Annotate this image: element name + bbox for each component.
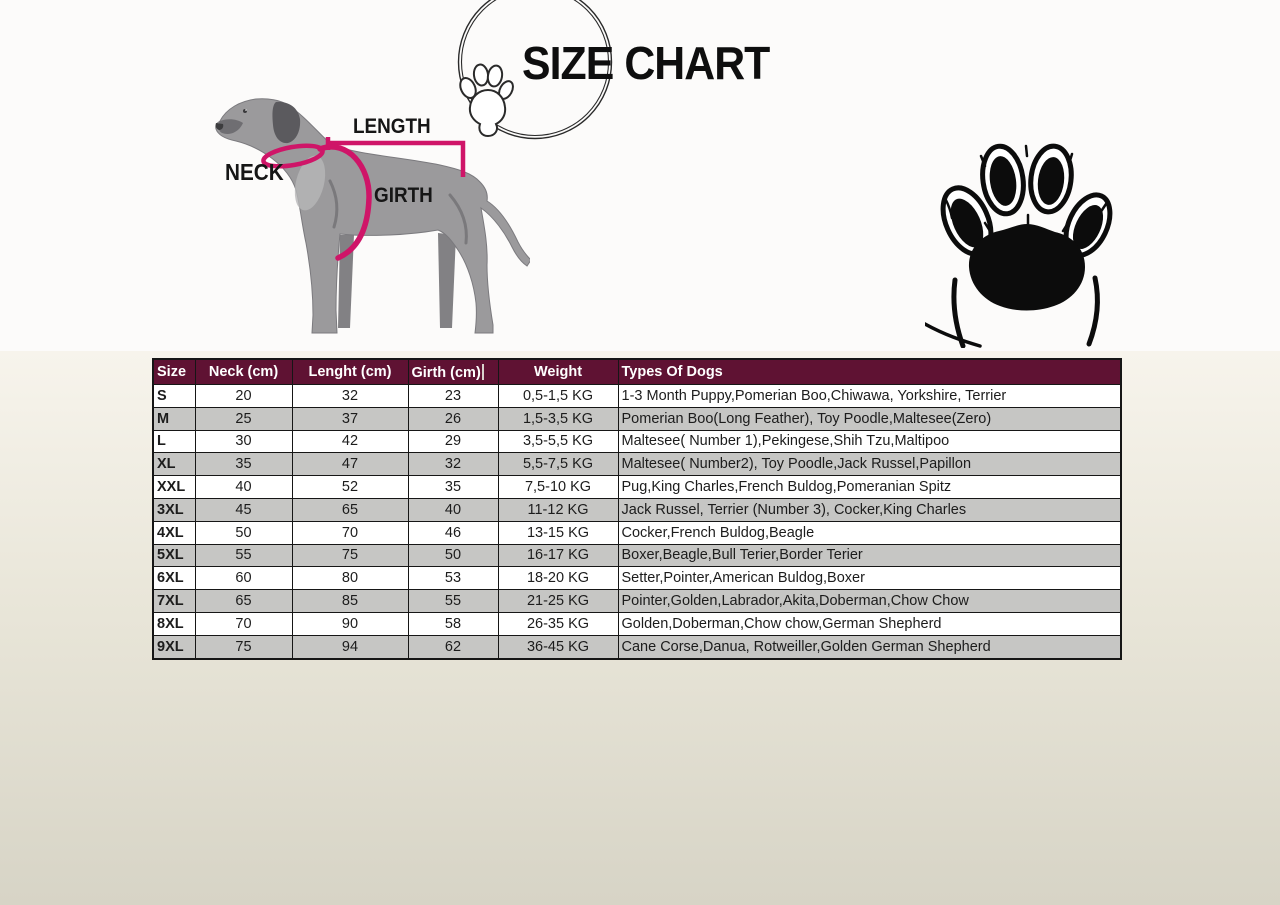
cell-girth: 62 [408,635,498,658]
table-row [153,635,1121,658]
col-header-size: Size [153,359,195,385]
col-header-types: Types Of Dogs [618,359,1121,385]
cell-types: Jack Russel, Terrier (Number 3), Cocker,King Charles [618,498,1121,521]
table-row [153,407,1121,430]
table-row [153,453,1121,476]
table-header-row [153,359,1121,385]
cell-weight: 26-35 KG [498,612,618,635]
cell-weight: 1,5-3,5 KG [498,407,618,430]
table-row [153,544,1121,567]
table-row [153,430,1121,453]
table-row [153,612,1121,635]
cell-weight: 18-20 KG [498,567,618,590]
cell-weight: 11-12 KG [498,498,618,521]
size-table [152,358,1120,660]
cell-weight: 5,5-7,5 KG [498,453,618,476]
col-header-weight: Weight [498,359,618,385]
cell-neck: 45 [195,498,292,521]
cell-neck: 60 [195,567,292,590]
cell-size: S [153,385,195,408]
cell-size: 8XL [153,612,195,635]
cell-neck: 40 [195,476,292,499]
cell-types: Pointer,Golden,Labrador,Akita,Doberman,Chow Chow [618,590,1121,613]
cell-size: 7XL [153,590,195,613]
table-row [153,521,1121,544]
cell-neck: 35 [195,453,292,476]
girth-label: GIRTH [374,184,433,207]
cell-size: 9XL [153,635,195,658]
table-row [153,498,1121,521]
cell-length: 65 [292,498,408,521]
cell-length: 80 [292,567,408,590]
cell-length: 47 [292,453,408,476]
cell-girth: 23 [408,385,498,408]
cell-girth: 58 [408,612,498,635]
cell-types: Cocker,French Buldog,Beagle [618,521,1121,544]
cell-length: 37 [292,407,408,430]
cell-size: L [153,430,195,453]
cell-neck: 65 [195,590,292,613]
cell-length: 42 [292,430,408,453]
cell-size: 6XL [153,567,195,590]
table-row [153,590,1121,613]
cell-types: Maltesee( Number2), Toy Poodle,Jack Russel,Papillon [618,453,1121,476]
col-header-neck: Neck (cm) [195,359,292,385]
cell-neck: 30 [195,430,292,453]
cell-weight: 3,5-5,5 KG [498,430,618,453]
cell-length: 32 [292,385,408,408]
length-label: LENGTH [353,115,431,138]
paw-illustration [925,128,1125,348]
page-title: SIZE CHART [522,37,770,89]
cell-size: 5XL [153,544,195,567]
cell-length: 70 [292,521,408,544]
cell-length: 85 [292,590,408,613]
cell-neck: 25 [195,407,292,430]
cell-girth: 32 [408,453,498,476]
table-row [153,476,1121,499]
cell-length: 52 [292,476,408,499]
cell-neck: 20 [195,385,292,408]
cell-size: M [153,407,195,430]
cell-weight: 13-15 KG [498,521,618,544]
cell-weight: 36-45 KG [498,635,618,658]
cell-girth: 26 [408,407,498,430]
neck-label: NECK [225,159,284,185]
cell-girth: 50 [408,544,498,567]
cell-girth: 46 [408,521,498,544]
cell-weight: 0,5-1,5 KG [498,385,618,408]
cell-types: Pomerian Boo(Long Feather), Toy Poodle,Maltesee(Zero) [618,407,1121,430]
cell-neck: 70 [195,612,292,635]
cell-weight: 21-25 KG [498,590,618,613]
cell-length: 94 [292,635,408,658]
cell-weight: 16-17 KG [498,544,618,567]
cell-types: Maltesee( Number 1),Pekingese,Shih Tzu,Maltipoo [618,430,1121,453]
cell-types: Pug,King Charles,French Buldog,Pomeranian Spitz [618,476,1121,499]
cell-girth: 55 [408,590,498,613]
table-row [153,567,1121,590]
cell-size: XXL [153,476,195,499]
cell-girth: 35 [408,476,498,499]
table-row [153,385,1121,408]
col-header-length: Lenght (cm) [292,359,408,385]
cell-types: 1-3 Month Puppy,Pomerian Boo,Chiwawa, Yorkshire, Terrier [618,385,1121,408]
cell-types: Boxer,Beagle,Bull Terier,Border Terier [618,544,1121,567]
cell-types: Setter,Pointer,American Buldog,Boxer [618,567,1121,590]
cell-neck: 75 [195,635,292,658]
cell-weight: 7,5-10 KG [498,476,618,499]
cell-types: Golden,Doberman,Chow chow,German Shepherd [618,612,1121,635]
cell-girth: 29 [408,430,498,453]
cell-length: 90 [292,612,408,635]
cell-girth: 40 [408,498,498,521]
cell-types: Cane Corse,Danua, Rotweiller,Golden German Shepherd [618,635,1121,658]
cell-neck: 50 [195,521,292,544]
cell-size: XL [153,453,195,476]
cell-neck: 55 [195,544,292,567]
cell-length: 75 [292,544,408,567]
col-header-girth: Girth (cm) [408,359,498,385]
cell-size: 4XL [153,521,195,544]
cell-size: 3XL [153,498,195,521]
text-cursor [482,364,484,380]
cell-girth: 53 [408,567,498,590]
